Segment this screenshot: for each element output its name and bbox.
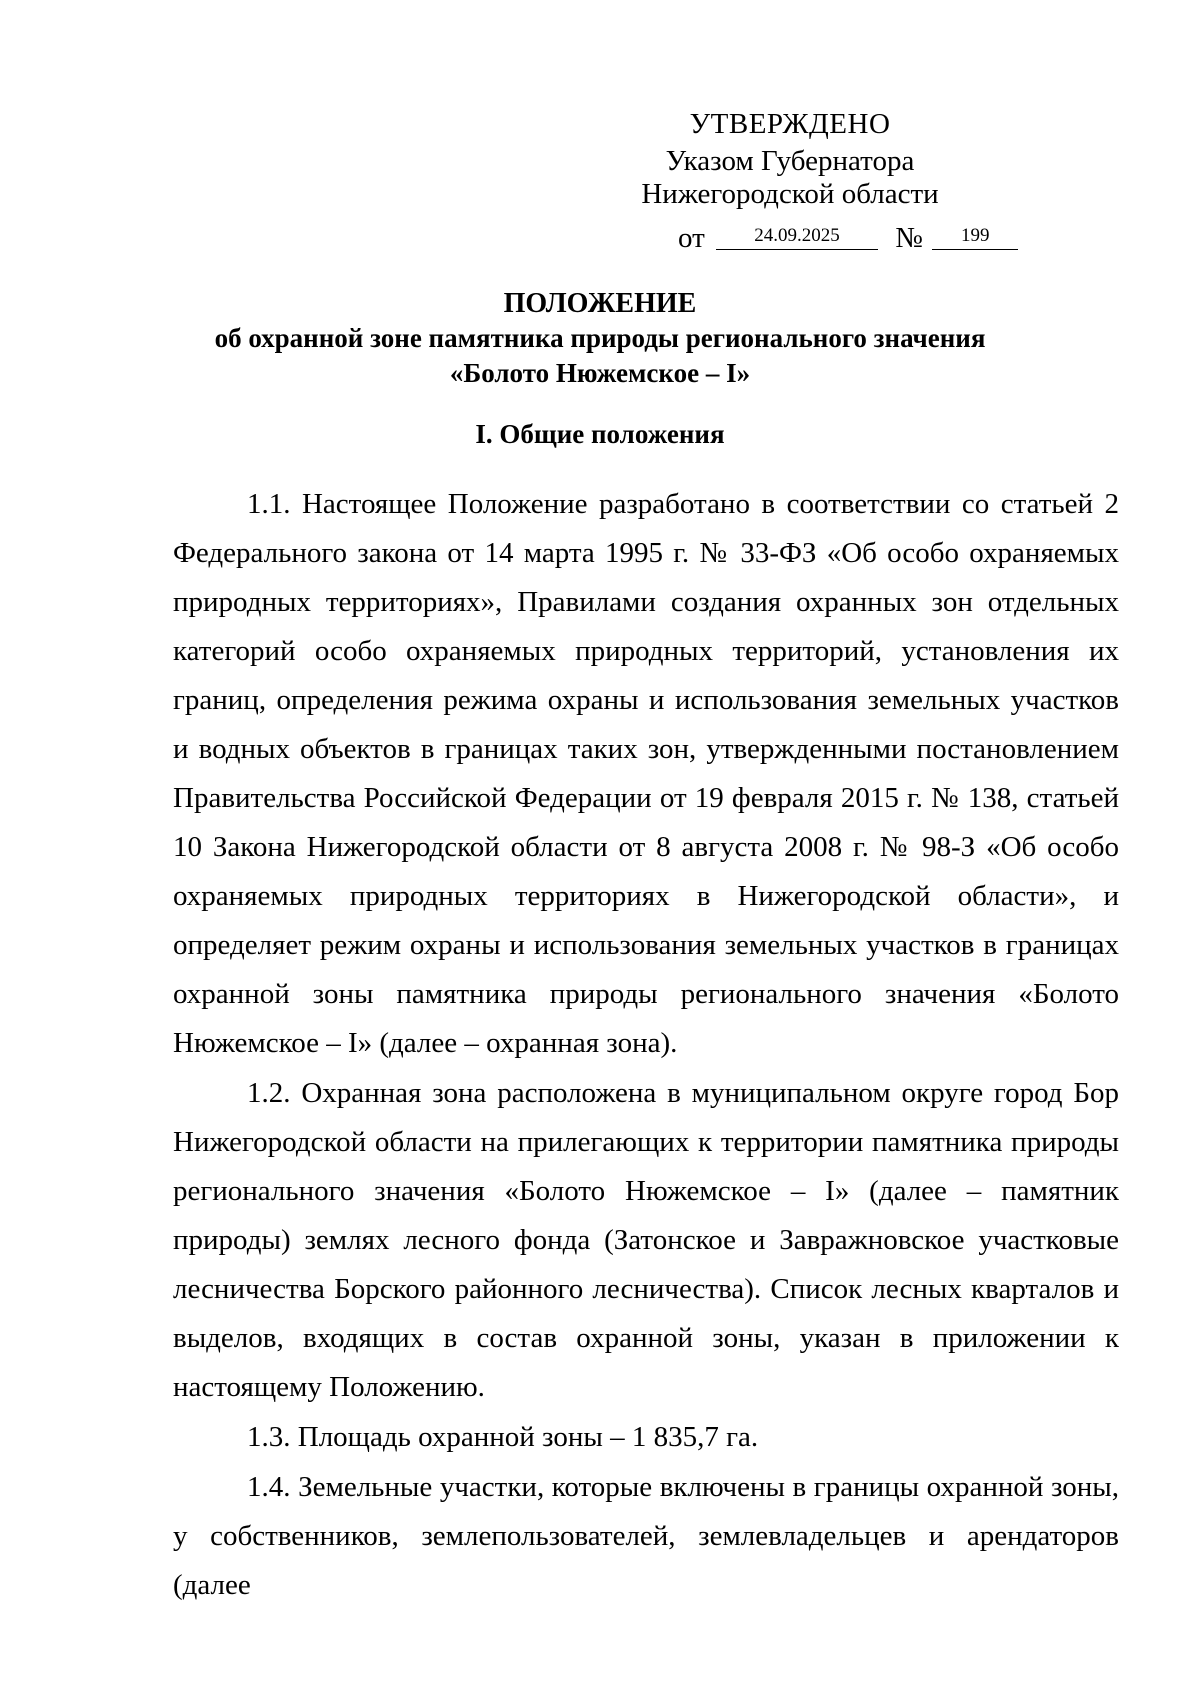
paragraph-1-3: 1.3. Площадь охранной зоны – 1 835,7 га. xyxy=(247,1421,759,1453)
document-subtitle: об охранной зоне памятника природы регионального значения xyxy=(214,323,986,353)
decree-authority: Указом Губернатора xyxy=(665,145,915,177)
paragraph-1-1: 1.1. Настоящее Положение разработано в соответствии со статьей 2 Федерального закона от 14 марта 1995 г. № 33-ФЗ «Об особо охраняемых природных территориях», Правилами создания охранных зон отдельных категорий особо охраняемых природных территорий, установления их границ, определения режима охраны и использования земельных участков и водных объектов в границах таких зон, утвержденными постановлением Правительства Российской Федерации от 19 февраля 2015 г. № 138, статьей 10 Закона Нижегородской области от 8 августа 2008 г. № 98-З «Об особо охраняемых природных территориях в Нижегородской области», и определяет режим охраны и использования земельных участков в границах охранной зоны памятника природы регионального значения «Болото Нюжемское – I» (далее – охранная зона). xyxy=(173,488,1119,1059)
paragraph-1-4: 1.4. Земельные участки, которые включены в границы охранной зоны, у собственников, землепользователей, землевладельцев и арендаторов (далее xyxy=(173,1471,1119,1601)
section-body xyxy=(173,480,1119,1611)
paragraph-1-2: 1.2. Охранная зона расположена в муниципальном округе город Бор Нижегородской области на прилегающих к территории памятника природы регионального значения «Болото Нюжемское – I» (далее – памятник природы) землях лесного фонда (Затонское и Завражновское участковые лесничества Борского районного лесничества). Список лесных кварталов и выделов, входящих в состав охранной зоны, указан в приложении к настоящему Положению. xyxy=(173,1077,1119,1403)
number-sign: № xyxy=(895,222,923,254)
section-heading: I. Общие положения xyxy=(475,419,725,449)
document-title: ПОЛОЖЕНИЕ xyxy=(503,288,697,319)
decree-date: 24.09.2025 xyxy=(716,225,878,250)
approval-stamp xyxy=(600,108,980,211)
document-title-block xyxy=(150,286,1050,391)
from-label: от xyxy=(678,222,705,254)
decree-region: Нижегородской области xyxy=(641,178,939,210)
decree-date-number xyxy=(678,221,1018,255)
document-subject: «Болото Нюжемское – I» xyxy=(449,358,751,388)
approved-label: УТВЕРЖДЕНО xyxy=(689,108,891,140)
decree-number: 199 xyxy=(932,225,1018,250)
